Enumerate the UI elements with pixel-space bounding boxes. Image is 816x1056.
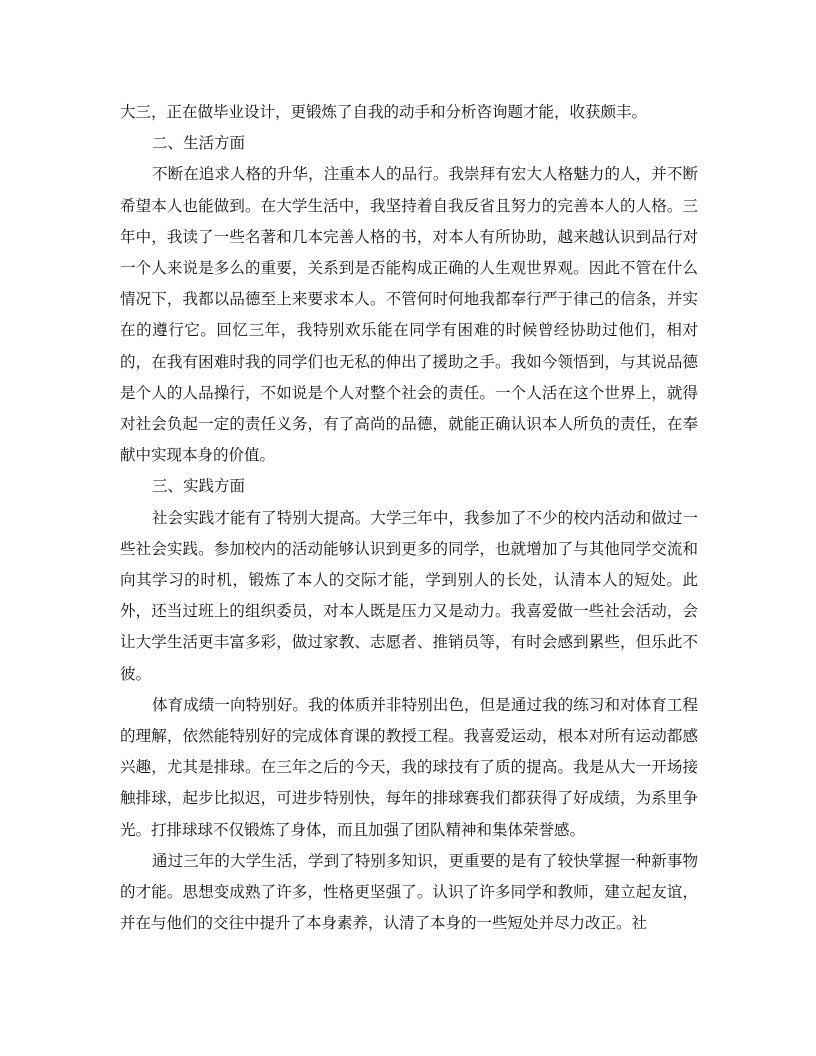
paragraph-summary: 通过三年的大学生活，学到了特别多知识，更重要的是有了较快掌握一种新事物的才能。思想变成熟了许多，性格更坚强了。认识了许多同学和教师，建立起友谊，并在与他们的交往中提升了本身素养，认清了本身的一些短处并尽力改正。社	[120, 851, 698, 933]
paragraph-practice: 社会实践才能有了特别大提高。大学三年中，我参加了不少的校内活动和做过一些社会实践。参加校内的活动能够认识到更多的同学，也就增加了与其他同学交流和向其学习的时机，锻炼了本人的交际才能，学到别人的长处，认清本人的短处。此外，还当过班上的组织委员，对本人既是压力又是动力。我喜爱做一些社会活动，会让大学生活更丰富多彩，做过家教、志愿者、推销员等，有时会感到累些，但乐此不彼。	[120, 508, 698, 683]
section-heading-life: 二、生活方面	[152, 134, 246, 153]
section-heading-practice: 三、实践方面	[152, 477, 246, 496]
paragraph-continuation: 大三，正在做毕业设计，更锻炼了自我的动手和分析咨询题才能，收获颇丰。	[120, 103, 648, 121]
paragraph-life: 不断在追求人格的升华，注重本人的品行。我崇拜有宏大人格魅力的人，并不断希望本人也能做到。在大学生活中，我坚持着自我反省且努力的完善本人的人格。三年中，我读了一些名著和几本完善人格的书，对本人有所协助，越来越认识到品行对一个人来说是多么的重要，关系到是否能构成正确的人生观世界观。因此不管在什么情况下，我都以品德至上来要求本人。不管何时何地我都奉行严于律己的信条，并实在的遵行它。回忆三年，我特别欢乐能在同学有困难的时候曾经协助过他们，相对的，在我有困难时我的同学们也无私的伸出了援助之手。我如今领悟到，与其说品德是个人的人品操行，不如说是个人对整个社会的责任。一个人活在这个世界上，就得对社会负起一定的责任义务，有了高尚的品德，就能正确认识本人所负的责任，在奉献中实现本身的价值。	[120, 165, 698, 465]
document-body	[120, 97, 698, 939]
paragraph-sports: 体育成绩一向特别好。我的体质并非特别出色，但是通过我的练习和对体育工程的理解，依然能特别好的完成体育课的教授工程。我喜爱运动，根本对所有运动都感兴趣，尤其是排球。在三年之后的今天，我的球技有了质的提高。我是从大一开场接触排球，起步比拟迟，可进步特别快，每年的排球赛我们都获得了好成绩，为系里争光。打排球球不仅锻炼了身体，而且加强了团队精神和集体荣誉感。	[120, 695, 698, 839]
